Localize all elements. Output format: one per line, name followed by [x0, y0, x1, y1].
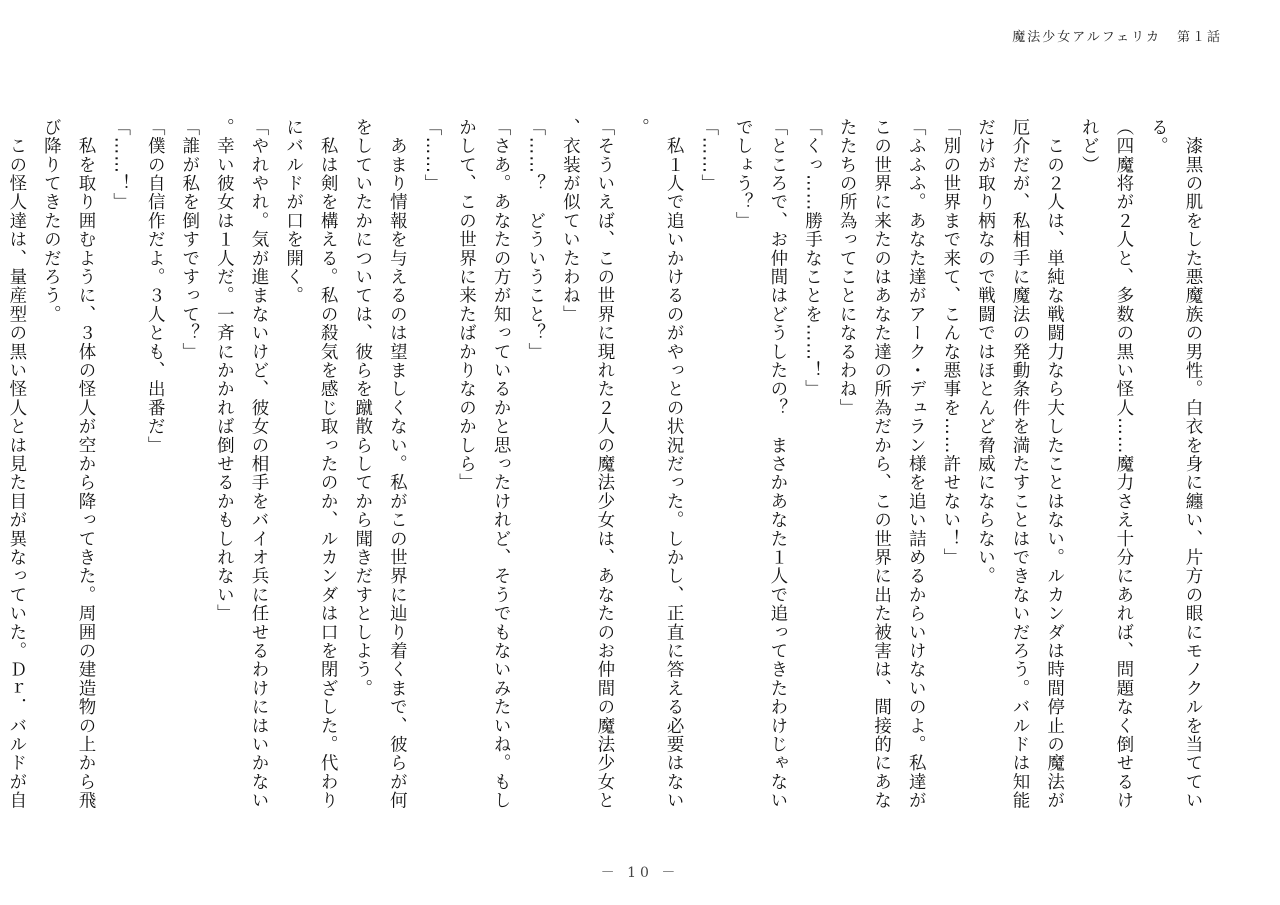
chapter-label: 第１話 — [1176, 30, 1222, 45]
paragraph: 「やれやれ。気が進まないけど、彼女の相手をバイオ兵に任せるわけにはいかない。幸い彼女は１人だ。一斉にかかれば倒せるかもしれない」 — [214, 118, 269, 810]
running-header — [1012, 26, 1222, 45]
paragraph: 私１人で追いかけるのがやっとの状況だった。しかし、正直に答える必要はない。 — [629, 118, 685, 810]
paragraph: 「そういえば、この世界に現れた２人の魔法少女は、あなたのお仲間の魔法少女と、衣装が似ていたわね」 — [560, 118, 615, 810]
paragraph: 「……！」 — [110, 118, 131, 212]
paragraph: 漆黒の肌をした悪魔族の男性。白衣を身に纏い、片方の眼にモノクルを当てている。 — [1148, 118, 1203, 810]
paragraph: 「……」 — [698, 118, 719, 193]
page-number: － 10 － — [600, 865, 680, 881]
paragraph: 「さあ。あなたの方が知っているかと思ったけれど、そうでもないみたいね。もしかして、この世界に来たばかりなのかしら」 — [456, 118, 512, 810]
paragraph: 「僕の自信作だよ。３人とも、出番だ」 — [145, 118, 166, 455]
paragraph: 「ところで、お仲間はどうしたの？ まさかあなた１人で追ってきたわけじゃないでしょう？」 — [733, 118, 788, 810]
paragraph: 「……？ どういうこと？」 — [525, 118, 546, 362]
paragraph: 私を取り囲むように、３体の怪人が空から降ってきた。周囲の建造物の上から飛び降りてきたのだろう。 — [41, 118, 96, 810]
paragraph: 「……」 — [421, 118, 442, 193]
paragraph: 私は剣を構える。私の殺気を感じ取ったのか、ルカンダは口を閉ざした。代わりにバルドが口を開く。 — [283, 118, 339, 810]
paragraph: この怪人達は、量産型の黒い怪人とは見た目が異なっていた。Ｄｒ．バルドが自 — [6, 136, 27, 810]
book-title: 魔法少女アルフェリカ — [1012, 30, 1161, 45]
paragraph: あまり情報を与えるのは望ましくない。私がこの世界に辿り着くまで、彼らが何をしていたかについては、彼らを蹴散らしてから聞きだすとしよう。 — [352, 118, 408, 810]
vertical-body-text — [0, 118, 1210, 818]
paragraph: （四魔将が２人と、多数の黒い怪人……魔力さえ十分にあれば、問題なく倒せるけれど） — [1079, 118, 1134, 810]
paragraph: 「くっ……勝手なことを……！」 — [802, 118, 823, 399]
paragraph: 「別の世界まで来て、こんな悪事を……許せない！」 — [940, 118, 961, 567]
paragraph: 「ふふふ。あなた達がアーク・デュラン様を追い詰めるからいけないのよ。私達がこの世界に来たのはあなた達の所為だから、この世界に出た被害は、間接的にあなたたちの所為ってことになるわね」 — [837, 118, 927, 810]
paragraph: この２人は、単純な戦闘力なら大したことはない。ルカンダは時間停止の魔法が厄介だが、私相手に魔法の発動条件を満たすことはできないだろう。バルドは知能だけが取り柄なので戦闘ではほとんど脅威にならない。 — [975, 118, 1065, 810]
paragraph: 「誰が私を倒すですって？」 — [179, 118, 200, 362]
